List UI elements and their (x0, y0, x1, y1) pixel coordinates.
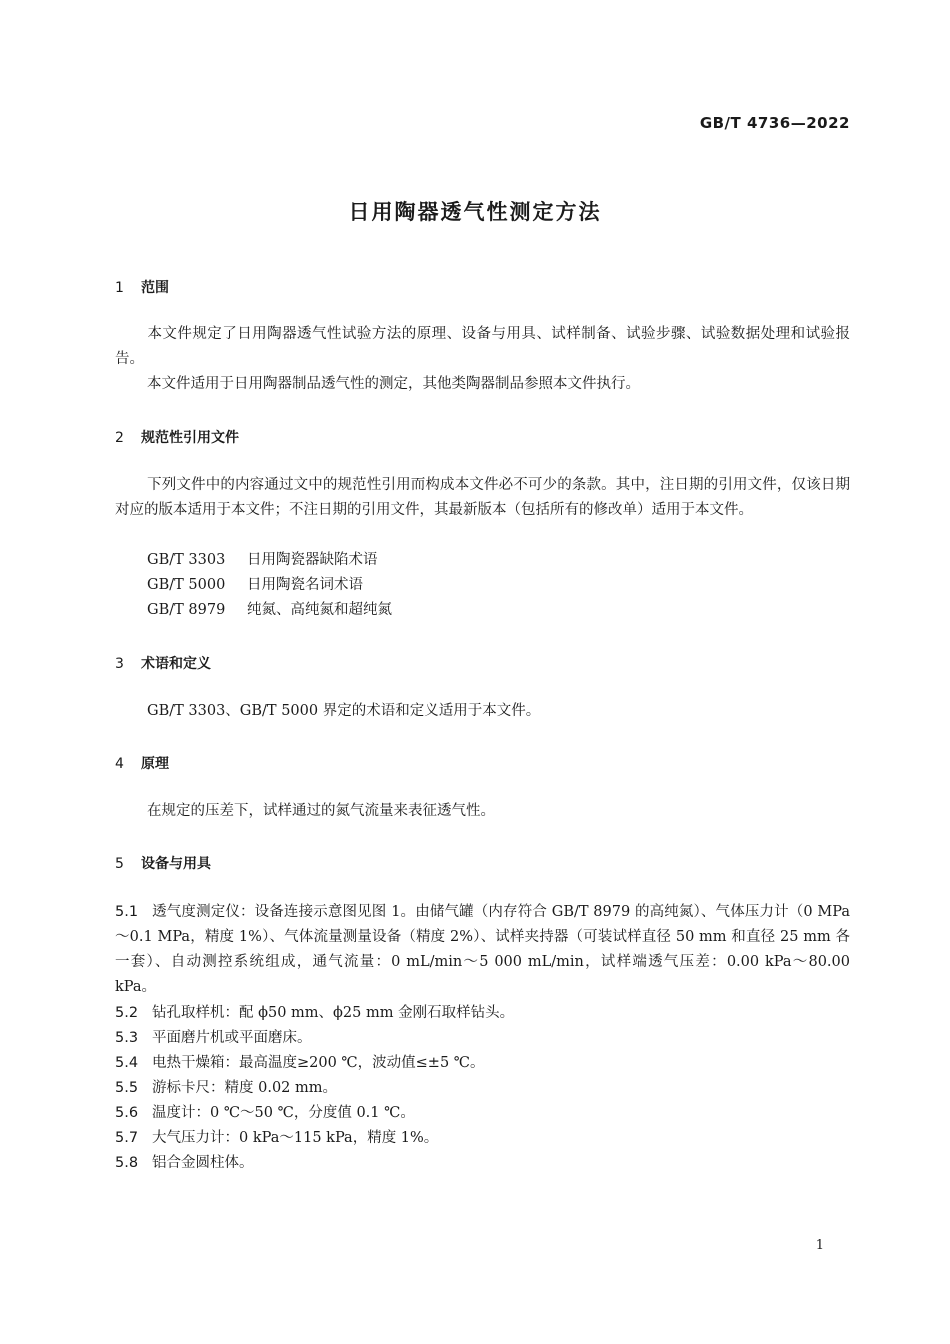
clause-5-2 (115, 1001, 514, 1022)
clause-text: 游标卡尺：精度 0.02 mm。 (152, 1080, 338, 1096)
clause-number: 5.3 (115, 1030, 139, 1046)
section-number: 2 (115, 430, 124, 446)
clause-text: 电热干燥箱：最高温度≥200 ℃，波动值≤±5 ℃。 (152, 1055, 485, 1071)
section-1-paragraph-2 (115, 372, 850, 397)
section-2-intro (115, 473, 850, 523)
clause-5-8 (115, 1151, 254, 1172)
section-number: 4 (115, 756, 124, 772)
paragraph-text: 本文件规定了日用陶器透气性试验方法的原理、设备与用具、试样制备、试验步骤、试验数据处理和试验报告。 (115, 326, 850, 367)
reference-code: GB/T 5000 (147, 577, 226, 593)
section-title: 术语和定义 (141, 656, 211, 672)
clause-5-4 (115, 1051, 485, 1072)
clause-number: 5.4 (115, 1055, 139, 1071)
clause-text: 温度计：0 ℃～50 ℃，分度值 0.1 ℃。 (152, 1105, 415, 1121)
section-1-paragraph-1 (115, 322, 850, 372)
standard-number: GB/T 4736—2022 (699, 114, 850, 132)
page-number: 1 (815, 1238, 824, 1253)
section-4-heading (115, 753, 169, 773)
reference-item (147, 573, 363, 594)
section-number: 5 (115, 856, 124, 872)
clause-text: 大气压力计：0 kPa～115 kPa，精度 1%。 (152, 1130, 439, 1146)
clause-text: 透气度测定仪：设备连接示意图见图 1。由储气罐（内存符合 GB/T 8979 的高纯氮）、气体压力计（0 MPa～0.1 MPa，精度 1%）、气体流量测量设备（精度 2%）、试样夹持器（可装试样直径 50 mm 和直径 25 mm 各一套）、自动测控系统组成，通气流量：0 mL/min～5 000 mL/min，试样端透气压差：0.00 kPa～80.00 kPa。 (115, 904, 850, 995)
reference-item (147, 598, 392, 619)
clause-5-6 (115, 1101, 415, 1122)
section-title: 设备与用具 (141, 856, 211, 872)
clause-number: 5.5 (115, 1080, 139, 1096)
clause-number: 5.6 (115, 1105, 139, 1121)
reference-name: 日用陶瓷器缺陷术语 (247, 552, 378, 568)
clause-5-7 (115, 1126, 438, 1147)
clause-text: 平面磨片机或平面磨床。 (152, 1030, 312, 1046)
document-title: 日用陶器透气性测定方法 (348, 200, 602, 224)
section-4-text (115, 799, 850, 824)
section-title: 原理 (141, 756, 169, 772)
clause-number: 5.8 (115, 1155, 139, 1171)
section-3-text (115, 699, 850, 724)
section-title: 范围 (141, 280, 169, 296)
clause-5-3 (115, 1026, 312, 1047)
clause-text: 钻孔取样机：配 ϕ50 mm、ϕ25 mm 金刚石取样钻头。 (152, 1005, 515, 1021)
clause-number: 5.1 (115, 904, 139, 920)
reference-item (147, 548, 378, 569)
section-2-heading (115, 427, 239, 447)
reference-code: GB/T 8979 (147, 602, 226, 618)
paragraph-text: 在规定的压差下，试样通过的氮气流量来表征透气性。 (147, 803, 495, 819)
reference-code: GB/T 3303 (147, 552, 226, 568)
clause-5-1 (115, 900, 850, 1000)
section-number: 1 (115, 280, 124, 296)
section-5-heading (115, 853, 211, 873)
paragraph-text: 下列文件中的内容通过文中的规范性引用而构成本文件必不可少的条款。其中，注日期的引用文件，仅该日期对应的版本适用于本文件；不注日期的引用文件，其最新版本（包括所有的修改单）适用于本文件。 (115, 477, 850, 518)
reference-name: 纯氮、高纯氮和超纯氮 (247, 602, 392, 618)
paragraph-text: 本文件适用于日用陶器制品透气性的测定，其他类陶器制品参照本文件执行。 (147, 376, 640, 392)
section-number: 3 (115, 656, 124, 672)
reference-name: 日用陶瓷名词术语 (247, 577, 363, 593)
clause-number: 5.7 (115, 1130, 139, 1146)
clause-text: 铝合金圆柱体。 (152, 1155, 254, 1171)
section-1-heading (115, 277, 169, 297)
section-3-heading (115, 653, 211, 673)
clause-number: 5.2 (115, 1005, 139, 1021)
paragraph-text: GB/T 3303、GB/T 5000 界定的术语和定义适用于本文件。 (147, 703, 541, 719)
clause-5-5 (115, 1076, 337, 1097)
section-title: 规范性引用文件 (141, 430, 239, 446)
